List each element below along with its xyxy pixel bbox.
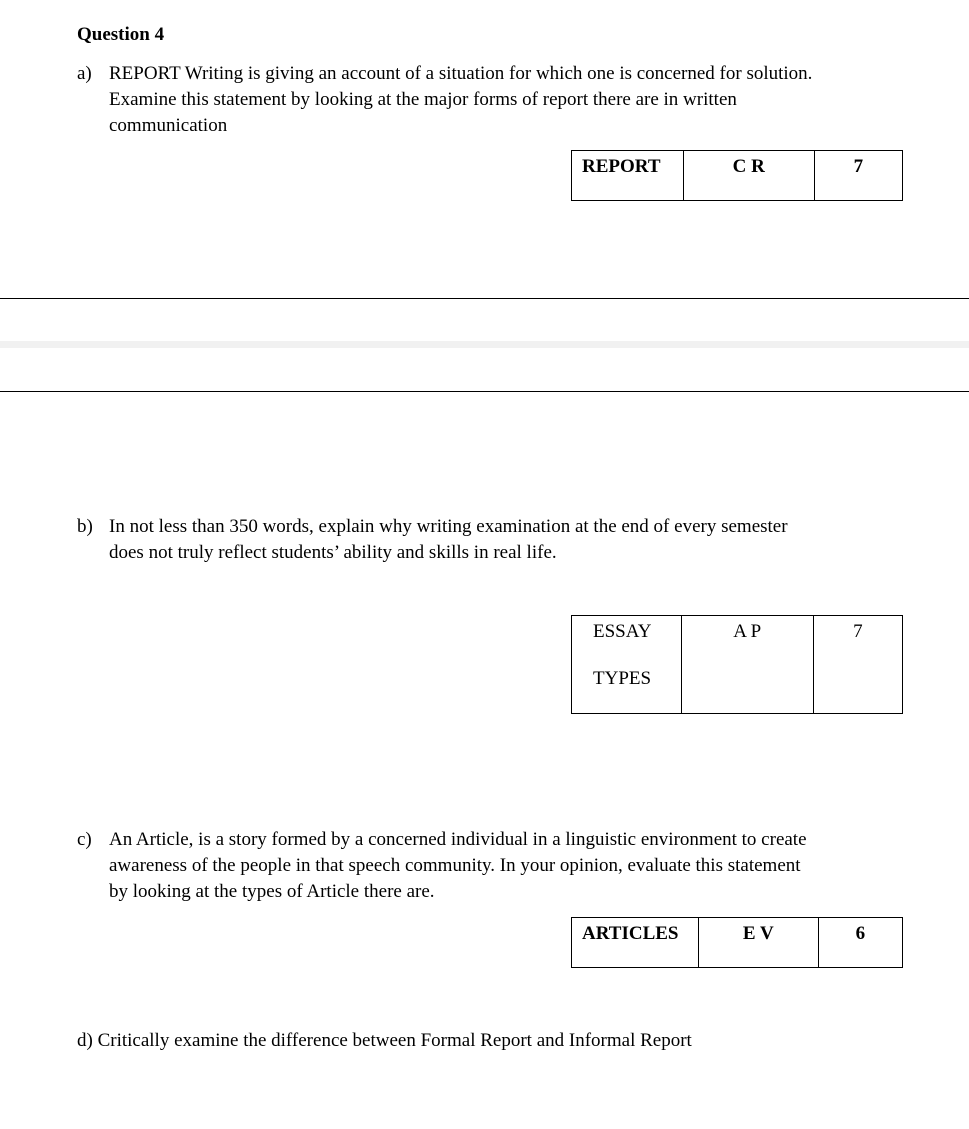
part-a-code-cell: C R — [683, 151, 814, 201]
part-a-marks-table — [571, 150, 903, 201]
part-c-marks-table — [571, 917, 903, 968]
question-part-d: d) Critically examine the difference between Formal Report and Informal Report — [77, 1030, 692, 1051]
question-part-c — [77, 827, 907, 905]
part-a-marks-cell: 7 — [814, 151, 902, 201]
page-divider-top — [0, 298, 969, 299]
part-c-topic-cell: ARTICLES — [572, 918, 699, 968]
part-b-text: In not less than 350 words, explain why writing examination at the end of every semester does not truly reflect students’ ability and skills in real life. — [109, 516, 788, 563]
part-c-marks-cell: 6 — [818, 918, 902, 968]
part-b-topic-line2: TYPES — [593, 668, 652, 689]
question-title: Question 4 — [77, 24, 165, 45]
part-b-topic-line1: ESSAY — [593, 621, 652, 642]
part-b-marks-table — [571, 615, 903, 714]
part-a-topic-cell: REPORT — [572, 151, 684, 201]
part-b-label: b) — [77, 516, 93, 537]
part-c-code-cell: E V — [698, 918, 818, 968]
question-part-a — [77, 61, 907, 139]
part-b-code-cell: A P — [681, 616, 813, 714]
part-c-text: An Article, is a story formed by a concerned individual in a linguistic environment to create awareness of the people in that speech community. In your opinion, evaluate this statement by looking at the types of Article there are. — [109, 829, 807, 902]
part-a-label: a) — [77, 63, 92, 84]
part-b-marks-cell: 7 — [813, 616, 902, 714]
part-a-text: REPORT Writing is giving an account of a situation for which one is concerned for solution. Examine this statement by looking at the major forms of report there are in written communication — [109, 63, 813, 136]
page-gap-band — [0, 341, 969, 348]
part-b-topic-cell — [572, 616, 682, 714]
page-divider-bottom — [0, 391, 969, 392]
question-part-b — [77, 514, 907, 566]
part-c-label: c) — [77, 829, 92, 850]
